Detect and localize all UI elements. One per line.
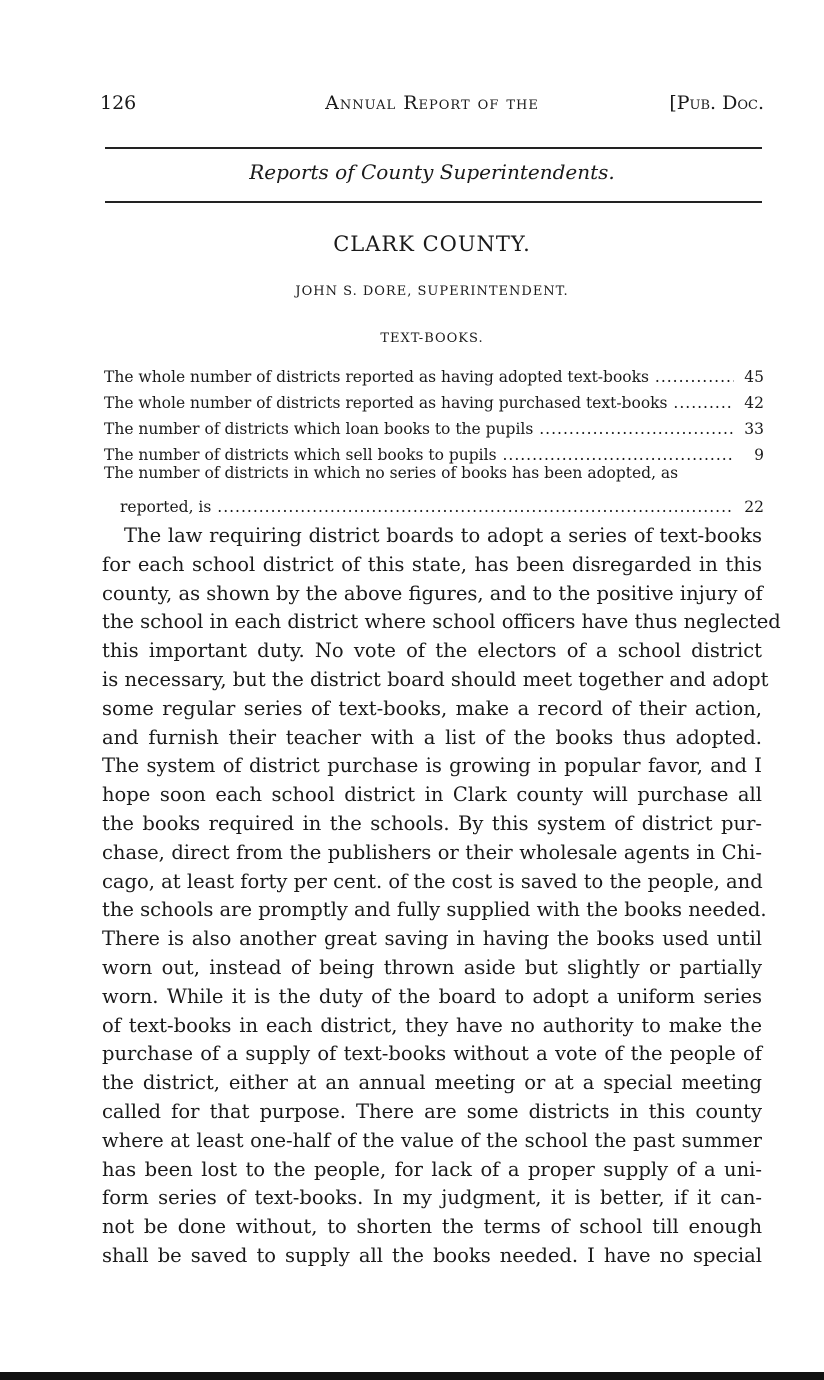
- paragraph-line: form series of text-books. In my judgment, it is better, if it can-: [102, 1186, 762, 1210]
- body-paragraph: [102, 522, 781, 1271]
- paragraph-line: of text-books in each district, they have no authority to make the: [102, 1013, 762, 1037]
- stat-value: 33: [744, 420, 764, 438]
- stat-value: 22: [744, 498, 764, 516]
- paragraph-line: purchase of a supply of text-books without a vote of the people of: [102, 1042, 762, 1066]
- paragraph-line: this important duty. No vote of the electors of a school district: [102, 639, 762, 663]
- header-rule-top: [105, 147, 762, 149]
- running-title: Annual Report of the: [325, 92, 539, 114]
- paragraph-line: is necessary, but the district board should meet together and adopt: [102, 667, 769, 691]
- running-header: [100, 92, 764, 122]
- stat-value: 9: [754, 446, 764, 464]
- stat-label: The number of districts which loan books to the pupils .....: [104, 420, 734, 438]
- stat-value: 45: [744, 368, 764, 386]
- section-heading: TEXT-BOOKS.: [380, 331, 484, 346]
- paragraph-line: shall be saved to supply all the books needed. I have no special: [102, 1243, 762, 1267]
- paragraph-line: hope soon each school district in Clark county will purchase all: [102, 783, 762, 807]
- stat-value: 42: [744, 394, 764, 412]
- paragraph-line: worn. While it is the duty of the board to adopt a uniform series: [102, 984, 762, 1008]
- stat-row: [104, 360, 764, 386]
- paragraph-line: worn out, instead of being thrown aside but slightly or partially: [102, 955, 762, 979]
- section-subtitle: Reports of County Superintendents.: [249, 160, 615, 184]
- paragraph-line: chase, direct from the publishers or their wholesale agents in Chi-: [102, 840, 762, 864]
- scan-edge-bar: [0, 1372, 824, 1380]
- paragraph-line: county, as shown by the above figures, and to the positive injury of: [102, 581, 763, 605]
- paragraph-line: the books required in the schools. By this system of district pur-: [102, 811, 762, 835]
- paragraph-line: called for that purpose. There are some districts in this county: [102, 1099, 762, 1123]
- page-number: 126: [100, 92, 137, 114]
- superintendent-name: JOHN S. DORE, SUPERINTENDENT.: [295, 284, 569, 299]
- stat-row: [104, 412, 764, 438]
- paragraph-line: the schools are promptly and fully supplied with the books needed.: [102, 898, 767, 922]
- paragraph-line: has been lost to the people, for lack of a proper supply of a uni-: [102, 1157, 762, 1181]
- stat-label-continued: The number of districts in which no series of books has been adopted, as: [104, 464, 679, 482]
- stat-row: [104, 438, 764, 464]
- stat-label: reported, is .....: [120, 498, 734, 516]
- paragraph-line: some regular series of text-books, make a record of their action,: [102, 696, 762, 720]
- stat-row: [104, 386, 764, 412]
- paragraph-line: and furnish their teacher with a list of the books thus adopted.: [102, 725, 762, 749]
- stat-label: The whole number of districts reported as having purchased text-books .....: [104, 394, 734, 412]
- stat-row: [104, 490, 764, 516]
- stat-label: The number of districts which sell books to pupils .....: [104, 446, 734, 464]
- paragraph-line: not be done without, to shorten the terms of school till enough: [102, 1215, 762, 1239]
- paragraph-line: the school in each district where school officers have thus neglected: [102, 610, 781, 634]
- paragraph-line: cago, at least forty per cent. of the cost is saved to the people, and: [102, 869, 763, 893]
- stat-label: The whole number of districts reported as having adopted text-books .....: [104, 368, 734, 386]
- stats-list: [104, 360, 764, 516]
- paragraph-line: The law requiring district boards to adopt a series of text-books: [124, 524, 762, 547]
- paragraph-line: There is also another great saving in having the books used until: [102, 927, 762, 951]
- paragraph-line: where at least one-half of the value of the school the past summer: [102, 1128, 762, 1152]
- paragraph-line: the district, either at an annual meeting or at a special meeting: [102, 1071, 762, 1095]
- county-heading: CLARK COUNTY.: [333, 232, 531, 256]
- header-rule-bottom: [105, 201, 762, 203]
- paragraph-line: for each school district of this state, has been disregarded in this: [102, 552, 762, 576]
- document-label: [Pub. Doc.: [669, 92, 764, 114]
- paragraph-line: The system of district purchase is growing in popular favor, and I: [102, 754, 762, 778]
